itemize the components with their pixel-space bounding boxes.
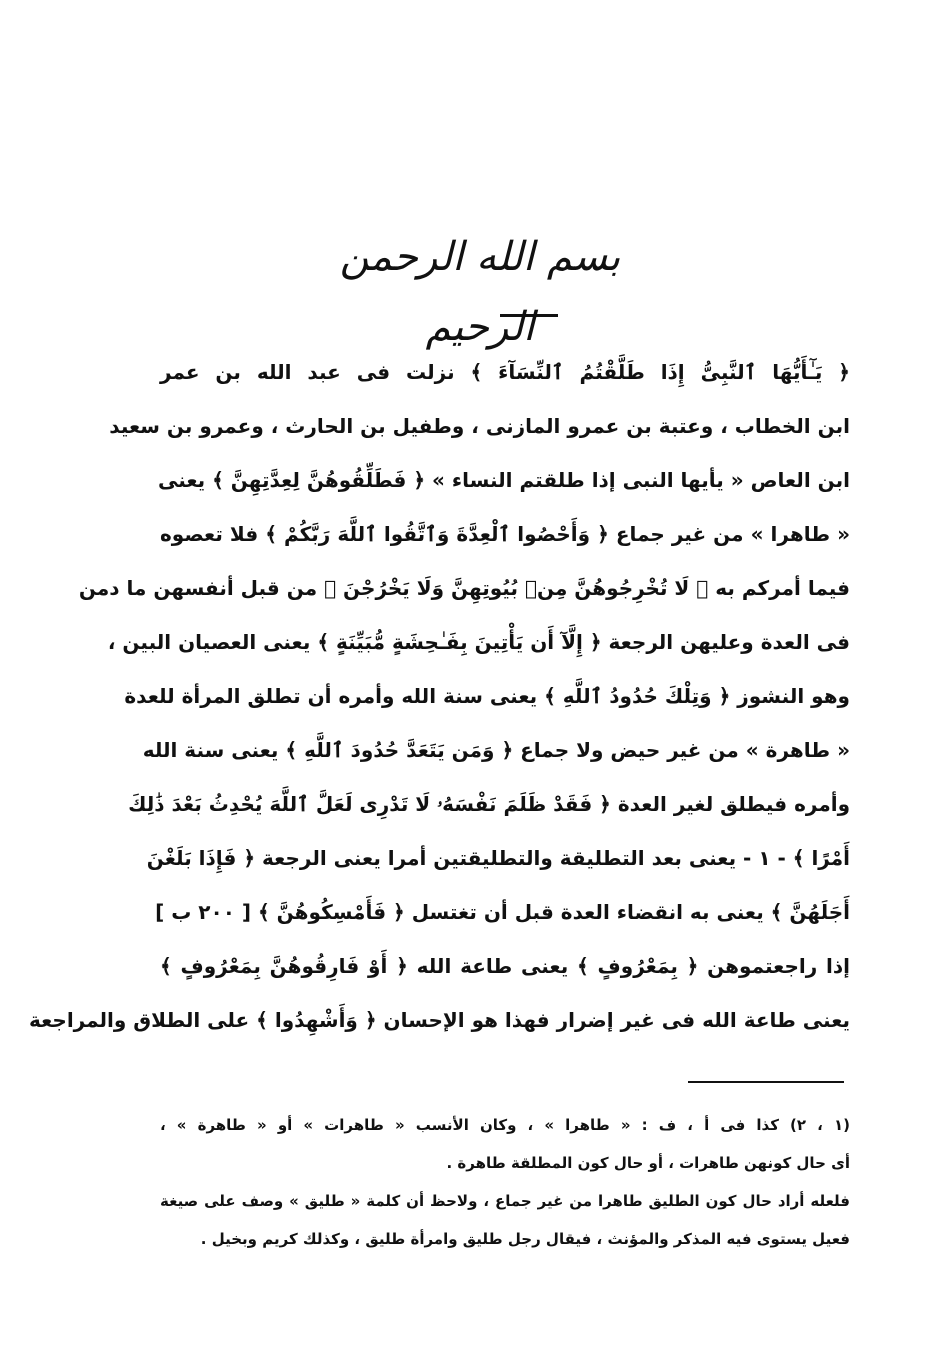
footnotes: [160, 1106, 850, 1258]
text-line: أَجَلَهُنَّ ﴾ يعنى به انقضاء العدة قبل أن تغتسل ﴿ فَأَمْسِكُوهُنَّ ﴾ [ ٢٠٠ ب ]: [155, 900, 850, 924]
text-line: ابن الخطاب ، وعتبة بن عمرو المازنى ، وطفيل بن الحارث ، وعمرو بن سعيد: [109, 414, 850, 438]
footnote-divider: [688, 1081, 844, 1083]
footnote-line: فعيل يستوى فيه المذكر والمؤنث ، فيقال رجل طليق وامرأة طليق ، وكذلك كريم وبخيل .: [200, 1230, 850, 1248]
footnote-line: أى حال كونهن طاهرات ، أو حال كون المطلقة طاهرة .: [446, 1154, 850, 1172]
heading-divider: [500, 314, 558, 317]
text-line: إذا راجعتموهن ﴿ بِمَعْرُوفٍ ﴾ يعنى طاعة الله ﴿ أَوْ فَارِقُوهُنَّ بِمَعْرُوفٍ ﴾: [160, 954, 850, 978]
text-line: ابن العاص « يأيها النبى إذا طلقتم النساء » ﴿ فَطَلِّقُوهُنَّ لِعِدَّتِهِنَّ ﴾ يعنى: [157, 468, 850, 492]
text-line: وهو النشوز ﴿ وَتِلْكَ حُدُودُ ٱللَّهِ ﴾ يعنى سنة الله وأمره أن تطلق المرأة للعدة: [124, 684, 850, 708]
text-line: وأمره فيطلق لغير العدة ﴿ فَقَدْ ظَلَمَ نَفْسَهُۥ لَا تَدْرِى لَعَلَّ ٱللَّهَ يُحْدِثُ بَعْدَ ذَٰلِكَ: [128, 792, 850, 816]
text-line: فى العدة وعليهن الرجعة ﴿ إِلَّآ أَن يَأْتِينَ بِفَـٰحِشَةٍ مُّبَيِّنَةٍ ﴾ يعنى العصيان البين ،: [107, 630, 850, 654]
main-text: [28, 345, 850, 1047]
text-line: « طاهرا » من غير جماع ﴿ وَأَحْصُوا ٱلْعِدَّةَ وَٱتَّقُوا ٱللَّهَ رَبَّكُمْ ﴾ فلا تعصوه: [160, 522, 850, 546]
text-line: فيما أمركم به ﴿ لَا تُخْرِجُوهُنَّ مِنۢ بُيُوتِهِنَّ وَلَا يَخْرُجْنَ ﴾ من قبل أنفسهن ما دمن: [78, 576, 850, 600]
footnote-line: فلعله أراد حال كون الطليق طاهرا من غير جماع ، ولاحظ أن كلمة « طليق » وصف على صيغة: [160, 1192, 850, 1210]
basmala-heading: بسم الله الرحمن الرحيم: [339, 234, 621, 350]
text-line: يعنى طاعة الله فى غير إضرار فهذا هو الإحسان ﴿ وَأَشْهِدُوا ﴾ على الطلاق والمراجعة: [28, 1008, 850, 1032]
footnote-line: (١ ، ٢) كذا فى أ ، ف : « طاهرا » ، وكان الأنسب « طاهرات » أو « طاهرة » ،: [160, 1116, 850, 1134]
text-line: أَمْرًا ﴾ - ١ - يعنى بعد التطليقة والتطليقتين أمرا يعنى الرجعة ﴿ فَإِذَا بَلَغْنَ: [146, 846, 850, 870]
text-line: ﴿ يَـٰٓأَيُّهَا ٱلنَّبِىُّ إِذَا طَلَّقْتُمُ ٱلنِّسَآءَ ﴾ نزلت فى عبد الله بن عمر: [160, 360, 850, 384]
text-line: « طاهرة » من غير حيض ولا جماع ﴿ وَمَن يَتَعَدَّ حُدُودَ ٱللَّهِ ﴾ يعنى سنة الله: [142, 738, 850, 762]
